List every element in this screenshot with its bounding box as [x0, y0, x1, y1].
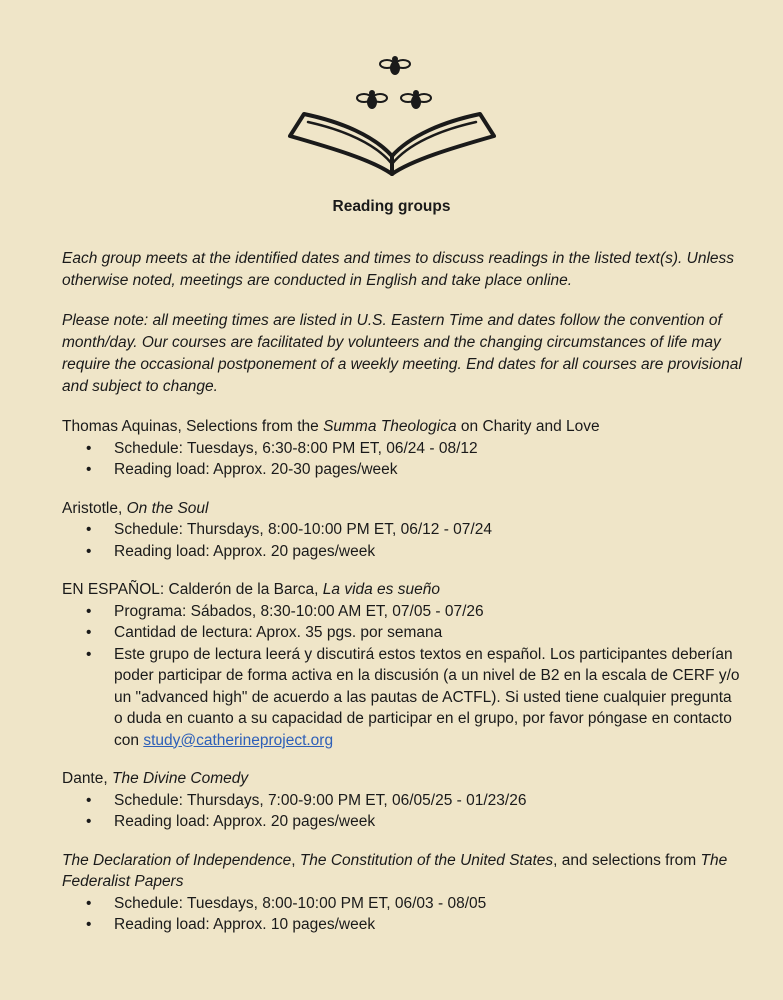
- email-link[interactable]: study@catherineproject.org: [143, 731, 334, 749]
- schedule-item: • Schedule: Tuesdays, 8:00-10:00 PM ET, 06/03 - 08/05: [114, 893, 742, 915]
- schedule-item: • Schedule: Thursdays, 8:00-10:00 PM ET, 06/12 - 07/24: [114, 519, 742, 541]
- language-note-item: • Este grupo de lectura leerá y discutirá estos textos en español. Los participantes deberían poder participar de forma activa en la discusión (a un nivel de B2 en la escala de CERF y/o un "advanced high" de acuerdo a las pautas de ACTFL). Si usted tiene cualquier pregunta o duda en cuanto a su capacidad de participar en el grupo, por favor póngase en contacto con study@catherineproject.org: [114, 644, 742, 752]
- reading-load-item: • Reading load: Approx. 10 pages/week: [114, 914, 742, 936]
- open-book-with-bees-icon: [282, 52, 502, 180]
- course-aristotle: [62, 498, 742, 563]
- reading-load-item: • Cantidad de lectura: Aprox. 35 pgs. por semana: [114, 622, 742, 644]
- course-title: Thomas Aquinas, Selections from the Summa Theologica on Charity and Love: [62, 418, 600, 435]
- reading-load-item: • Reading load: Approx. 20 pages/week: [114, 541, 742, 563]
- reading-load-item: • Reading load: Approx. 20 pages/week: [114, 811, 742, 833]
- reading-load-item: • Reading load: Approx. 20-30 pages/week: [114, 459, 742, 481]
- course-dante: [62, 768, 742, 833]
- course-title: Aristotle, On the Soul: [62, 499, 209, 517]
- intro-paragraph: Each group meets at the identified dates and times to discuss readings in the listed text(s). Unless otherwise noted, meetings are conducted in English and take place online.: [62, 250, 735, 289]
- content: [62, 248, 742, 953]
- course-aquinas: [62, 416, 742, 481]
- course-title: EN ESPAÑOL: Calderón de la Barca, La vida es sueño: [62, 581, 440, 598]
- page-title: Reading groups: [332, 198, 451, 215]
- schedule-item: • Schedule: Thursdays, 7:00-9:00 PM ET, 06/05/25 - 01/23/26: [114, 790, 742, 812]
- course-title: The Declaration of Independence, The Constitution of the United States, and selections from The Federalist Papers: [62, 851, 728, 890]
- schedule-item: • Programa: Sábados, 8:30-10:00 AM ET, 07/05 - 07/26: [114, 601, 742, 623]
- note-paragraph: Please note: all meeting times are listed in U.S. Eastern Time and dates follow the convention of month/day. Our courses are facilitated by volunteers and the changing circumstances of life may require the occasional postponement of a weekly meeting. End dates for all courses are provisional and subject to change.: [62, 312, 742, 395]
- schedule-item: • Schedule: Tuesdays, 6:30-8:00 PM ET, 06/24 - 08/12: [114, 438, 742, 460]
- course-title: Dante, The Divine Comedy: [62, 770, 249, 787]
- course-calderon: [62, 579, 742, 751]
- course-founding-documents: [62, 850, 742, 936]
